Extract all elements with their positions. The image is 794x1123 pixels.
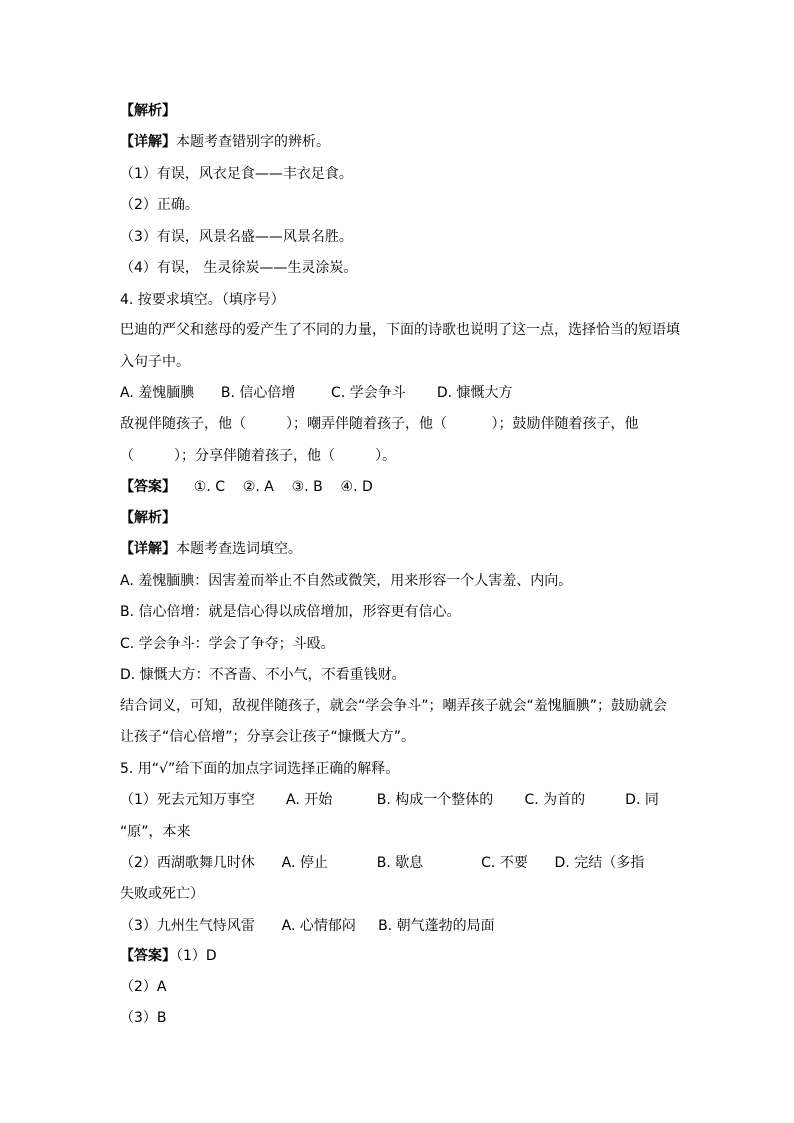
text-line xyxy=(120,227,353,247)
text-line xyxy=(120,164,353,184)
line-text: （2）A xyxy=(120,979,167,995)
line-text: D. 慷慨大方：不吝啬、不小气，不看重钱财。 xyxy=(120,667,406,683)
line-text: 结合词义，可知，敌视伴随孩子，就会“学会争斗”；嘲弄孩子就会“羞愧腼腆”；鼓励就会 xyxy=(120,698,668,714)
text-line xyxy=(120,759,399,779)
line-text: （ ）；分享伴随着孩子，他（ ）。 xyxy=(120,448,397,464)
line-text: （3）有误，风景名盛——风景名胜。 xyxy=(120,229,353,245)
line-text: （3）B xyxy=(120,1010,167,1026)
text-line xyxy=(120,383,513,403)
line-text: 失败或死亡） xyxy=(120,886,204,902)
text-line xyxy=(120,195,199,215)
line-text: “原”，本来 xyxy=(120,824,191,840)
text-line xyxy=(120,884,204,904)
text-line xyxy=(120,101,176,121)
text-line xyxy=(120,414,639,434)
text-line xyxy=(120,446,396,466)
line-text: （3）九州生气恃风雷 A. 心情郁闷 B. 朝气蓬勃的局面 xyxy=(120,918,495,934)
text-line xyxy=(120,696,667,716)
line-text: （1）有误，风衣足食——丰衣足食。 xyxy=(120,166,353,182)
section-tag: 【答案】 xyxy=(120,479,176,495)
line-text: 本题考查错别字的辨析。 xyxy=(176,134,330,150)
section-tag: 【详解】 xyxy=(120,134,176,150)
text-line xyxy=(120,258,357,278)
line-text: 5. 用“√”给下面的加点字词选择正确的解释。 xyxy=(120,761,400,777)
text-line xyxy=(120,477,373,497)
line-text: B. 信心倍增：就是信心得以成倍增加，形容更有信心。 xyxy=(120,604,461,620)
line-text: 【解析】 xyxy=(120,510,176,526)
line-text: 4. 按要求填空。（填序号） xyxy=(120,292,285,308)
line-text: 【解析】 xyxy=(120,103,176,119)
line-text: （1）D xyxy=(176,948,217,964)
text-line xyxy=(120,977,166,997)
section-tag: 【答案】 xyxy=(120,948,176,964)
text-line xyxy=(120,946,217,966)
text-line xyxy=(120,290,285,310)
text-line xyxy=(120,727,415,747)
text-line xyxy=(120,508,176,528)
text-line xyxy=(120,916,495,936)
text-line xyxy=(120,853,644,873)
line-text: 巴迪的严父和慈母的爱产生了不同的力量，下面的诗歌也说明了这一点，选择恰当的短语填 xyxy=(120,322,680,338)
text-line xyxy=(120,665,406,685)
text-line xyxy=(120,822,191,842)
text-line xyxy=(120,539,302,559)
text-line xyxy=(120,634,335,654)
line-text: 入句子中。 xyxy=(120,354,190,370)
line-text: （2）西湖歌舞几时休 A. 停止 B. 歇息 C. 不要 D. 完结（多指 xyxy=(120,855,645,871)
text-line xyxy=(120,352,190,372)
section-tag: 【详解】 xyxy=(120,541,176,557)
line-text: ①. C ②. A ③. B ④. D xyxy=(176,479,373,495)
line-text: C. 学会争斗：学会了争夺；斗殴。 xyxy=(120,636,335,652)
text-line xyxy=(120,320,680,340)
line-text: A. 羞愧腼腆 B. 信心倍增 C. 学会争斗 D. 慷慨大方 xyxy=(120,385,513,401)
text-line xyxy=(120,571,572,591)
line-text: （2）正确。 xyxy=(120,197,199,213)
text-line xyxy=(120,602,461,622)
line-text: （1）死去元知万事空 A. 开始 B. 构成一个整体的 C. 为首的 D. 同 xyxy=(120,792,659,808)
line-text: 让孩子“信心倍增”；分享会让孩子“慷慨大方”。 xyxy=(120,729,416,745)
text-line xyxy=(120,1008,167,1028)
line-text: 本题考查选词填空。 xyxy=(176,541,302,557)
line-text: （4）有误， 生灵徐炭——生灵涂炭。 xyxy=(120,260,358,276)
text-line xyxy=(120,790,659,810)
line-text: A. 羞愧腼腆：因害羞而举止不自然或微笑，用来形容一个人害羞、内向。 xyxy=(120,573,573,589)
line-text: 敌视伴随孩子，他（ ）；嘲弄伴随着孩子，他（ ）；鼓励伴随着孩子，他 xyxy=(120,416,639,432)
text-line xyxy=(120,132,330,152)
